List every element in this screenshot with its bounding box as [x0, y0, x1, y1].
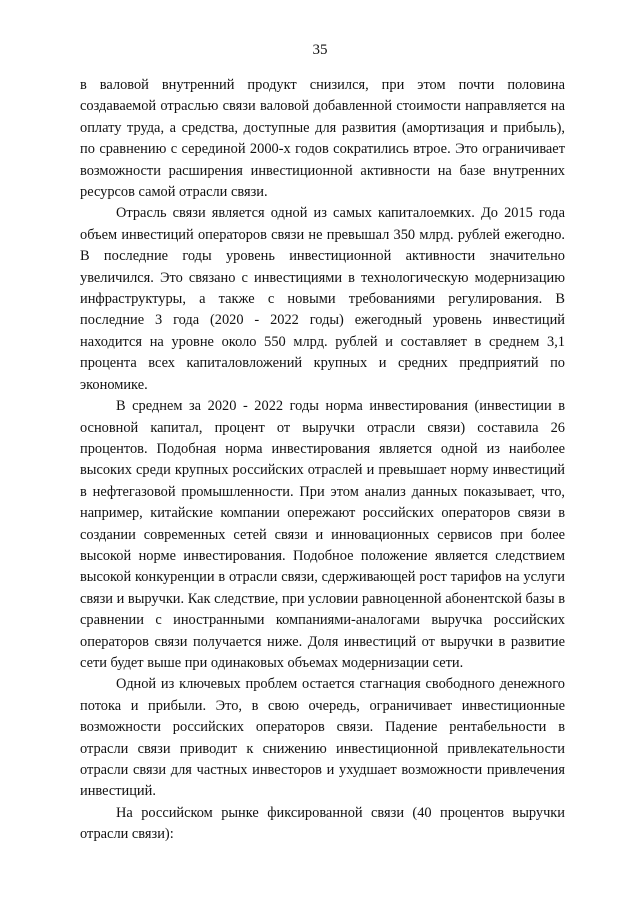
paragraph-4: Одной из ключевых проблем остается стагнация свободного денежного потока и прибыли. Это, в свою очередь, ограничивает инвестиционные возможности российских операторов связи. Падение рентабельности в отрасли связи приводит к снижению инвестиционной привлекательности отрасли связи для частных инвесторов и ухудшает возможности привлечения инвестиций.: [80, 676, 565, 800]
page-number: 35: [312, 42, 328, 58]
paragraph-5: На российском рынке фиксированной связи (40 процентов выручки отрасли связи):: [80, 804, 565, 843]
paragraph-1: в валовой внутренний продукт снизился, при этом почти половина создаваемой отраслью связи валовой добавленной стоимости направляется на оплату труда, а средства, доступные для развития (амортизация и прибыль), по сравнению с серединой 2000-х годов сократились втрое. Это ограничивает возможности расширения инвестиционной активности на базе внутренних ресурсов самой отрасли связи.: [80, 77, 565, 201]
paragraph-2: Отрасль связи является одной из самых капиталоемких. До 2015 года объем инвестиций операторов связи не превышал 350 млрд. рублей ежегодно. В последние годы уровень инвестиционной активности значительно увеличился. Это связано с инвестициями в технологическую модернизацию инфраструктуры, а также с новыми требованиями регулирования. В последние 3 года (2020 - 2022 годы) ежегодный уровень инвестиций находится на уровне около 550 млрд. рублей и составляет в среднем 3,1 процента всех капиталовложений крупных и средних предприятий по экономике.: [80, 205, 565, 393]
document-body: [80, 75, 565, 846]
paragraph-3: В среднем за 2020 - 2022 годы норма инвестирования (инвестиции в основной капитал, процент от выручки отрасли связи) составила 26 процентов. Подобная норма инвестирования является одной из наиболее высоких среди крупных российских отраслей и превышает норму инвестиций в нефтегазовой промышленности. При этом анализ данных показывает, что, например, китайские компании опережают российских операторов связи в создании современных сетей связи и инновационных сервисов при более высокой норме инвестирования. Подобное положение является следствием высокой конкуренции в отрасли связи, сдерживающей рост тарифов на услуги связи и выручки. Как следствие, при условии равноценной абонентской базы в сравнении с иностранными компаниями-аналогами выручка российских операторов связи получается ниже. Доля инвестиций от выручки в развитие сети будет выше при одинаковых объемах модернизации сети.: [80, 398, 565, 671]
